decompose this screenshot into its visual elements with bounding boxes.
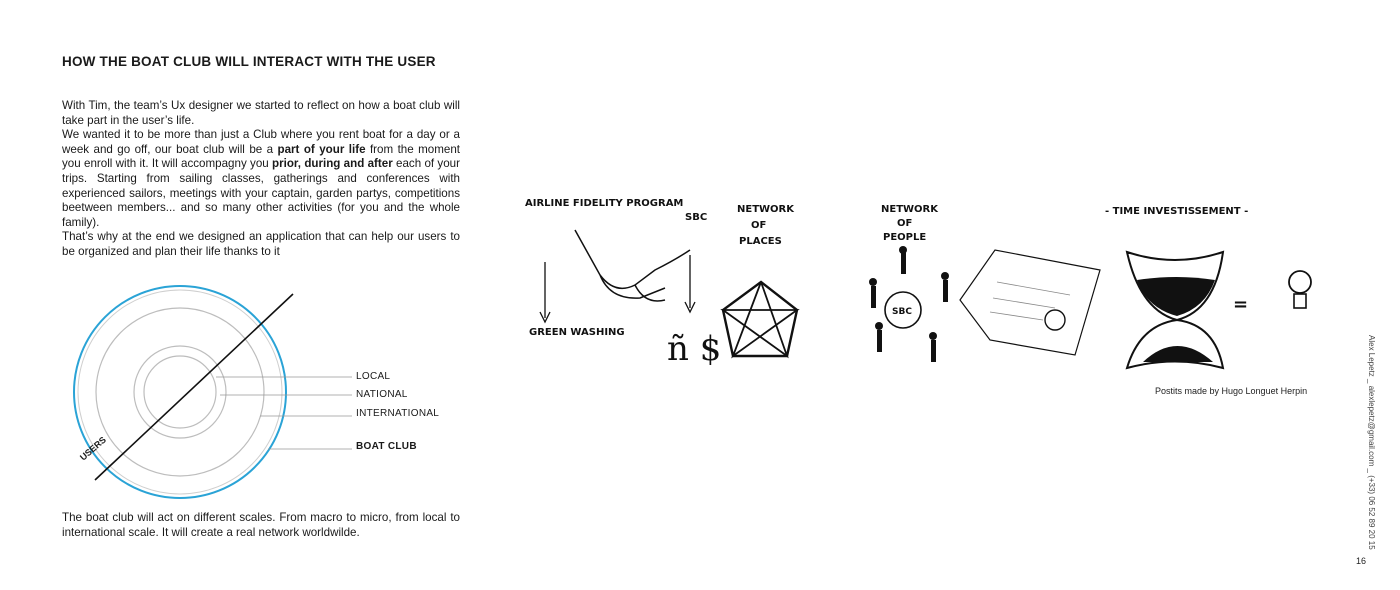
label-users: USERS <box>78 434 108 463</box>
label-boat-club: BOAT CLUB <box>356 441 417 452</box>
people-figures <box>869 246 949 362</box>
ring-international <box>96 308 264 476</box>
intro-paragraph-1: With Tim, the team’s Ux designer we started to reflect on how a boat club will take part in the user’s life. <box>62 99 460 127</box>
sketch-text-time: - TIME INVESTISSEMENT - <box>1105 206 1249 217</box>
sketch-text-network-places-3: PLACES <box>739 236 782 247</box>
intro-paragraph-2: We wanted it to be more than just a Club where you rent boat for a day or a week and go off, our boat club will be a part of your life from the moment you enroll with it. It will accompagny you prior, during and after each of your trips. Starting from sailing classes, gatherings and conferences with experienced sailors, meetings with your captain, garden partys, competitions beetween members... and so many other activities (for you and the whole family). <box>62 128 460 229</box>
certificate-sketch <box>960 250 1100 355</box>
sketch-text-sbc: SBC <box>685 212 708 223</box>
handshake-sketch <box>575 230 690 301</box>
person-money-sketch: ñ $ <box>667 329 722 369</box>
intro-paragraph-3: That’s why at the end we designed an application that can help our users to be organized and plan their life thanks to it <box>62 230 460 258</box>
sketch-caption: Postits made by Hugo Longuet Herpin <box>1155 386 1308 396</box>
lightbulb-icon <box>1289 271 1311 293</box>
intro-text <box>62 99 460 260</box>
outer-ring-boat-club <box>74 286 286 498</box>
page-title: HOW THE BOAT CLUB WILL INTERACT WITH THE USER <box>62 54 436 69</box>
label-international: INTERNATIONAL <box>356 408 440 419</box>
scale-diagram <box>60 285 480 500</box>
sketch-text-network-people-1: NETWORK <box>881 204 939 215</box>
sketch-text-network-places-1: NETWORK <box>737 204 795 215</box>
sketch-text-network-people-3: PEOPLE <box>883 232 927 243</box>
sketch-text-green: GREEN WASHING <box>529 327 625 338</box>
postit-sketches <box>515 190 1345 375</box>
label-national: NATIONAL <box>356 389 408 400</box>
ring-local <box>144 356 216 428</box>
conclusion-text: The boat club will act on different scales. From macro to micro, from local to international scale. It will create a real network worldwilde. <box>62 511 460 539</box>
ring-inner-boat-club <box>78 290 282 494</box>
page-number: 16 <box>1356 556 1367 566</box>
side-credit: Alex Lepetz _ alexlepetz@gmail.com _ (+33) 06 52 89 20 15 <box>1367 335 1376 550</box>
label-local: LOCAL <box>356 371 391 382</box>
ring-national <box>134 346 226 438</box>
sketch-text-airline: AIRLINE FIDELITY PROGRAM <box>525 198 684 209</box>
sketch-text-network-people-2: OF <box>897 218 913 229</box>
svg-text:SBC: SBC <box>892 307 912 317</box>
sketch-text-network-places-2: OF <box>751 220 767 231</box>
equals-sign: = <box>1233 294 1249 315</box>
